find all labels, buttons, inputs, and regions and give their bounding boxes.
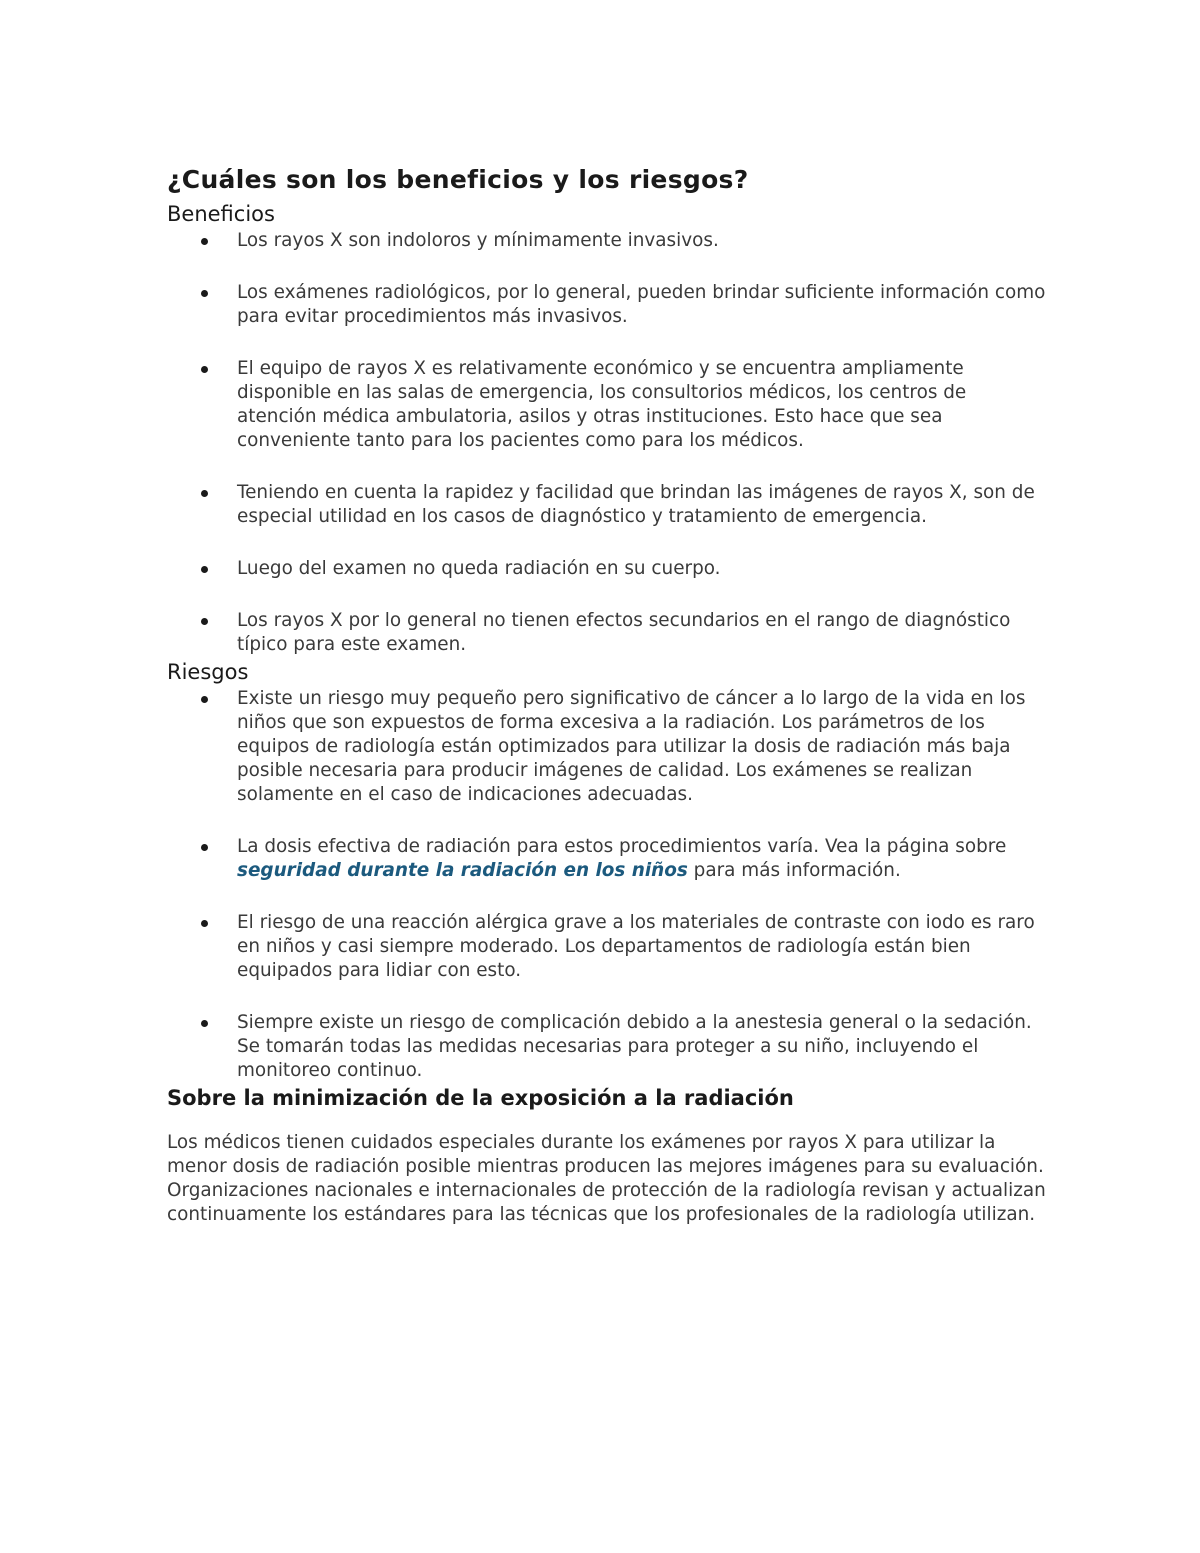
bullet-icon xyxy=(201,238,208,245)
radiation-safety-link[interactable]: seguridad durante la radiación en los niños xyxy=(237,860,688,881)
benefits-heading: Beneficios xyxy=(167,202,275,226)
list-item-text: Existe un riesgo muy pequeño pero significativo de cáncer a lo largo de la vida en los niños que son expuestos de forma excesiva a la radiación. Los parámetros de los equipos de radiología están optimizados para utilizar la dosis de radiación más baja posible necesaria para producir imágenes de calidad. Los exámenes se realizan solamente en el caso de indicaciones adecuadas. xyxy=(237,688,1026,805)
list-item-text: Los rayos X son indoloros y mínimamente invasivos. xyxy=(237,230,719,251)
list-item xyxy=(167,357,1047,453)
list-item xyxy=(167,609,1047,657)
list-item-text: Luego del examen no queda radiación en su cuerpo. xyxy=(237,558,721,579)
benefits-list xyxy=(167,229,1047,657)
list-item xyxy=(167,911,1047,983)
minimization-paragraph: Los médicos tienen cuidados especiales durante los exámenes por rayos X para utilizar la menor dosis de radiación posible mientras producen las mejores imágenes para su evaluación. Organizaciones nacionales e internacionales de protección de la radiología revisan y actualizan continuamente los estándares para las técnicas que los profesionales de la radiología utilizan. xyxy=(167,1132,1046,1225)
page-title: ¿Cuáles son los beneficios y los riesgos? xyxy=(167,165,749,194)
list-item-text: Teniendo en cuenta la rapidez y facilidad que brindan las imágenes de rayos X, son de especial utilidad en los casos de diagnóstico y tratamiento de emergencia. xyxy=(237,482,1035,527)
bullet-icon xyxy=(201,490,208,497)
list-item-text: Los rayos X por lo general no tienen efectos secundarios en el rango de diagnóstico típico para este examen. xyxy=(237,610,1011,655)
list-item xyxy=(167,835,1047,883)
list-item-text: Siempre existe un riesgo de complicación debido a la anestesia general o la sedación. Se tomarán todas las medidas necesarias para proteger a su niño, incluyendo el monitoreo continuo. xyxy=(237,1012,1032,1081)
bullet-icon xyxy=(201,696,208,703)
bullet-icon xyxy=(201,920,208,927)
list-item-text-before: La dosis efectiva de radiación para estos procedimientos varía. Vea la página sobre xyxy=(237,836,1007,857)
list-item-text: El equipo de rayos X es relativamente económico y se encuentra ampliamente disponible en las salas de emergencia, los consultorios médicos, los centros de atención médica ambulatoria, asilos y otras instituciones. Esto hace que sea conveniente tanto para los pacientes como para los médicos. xyxy=(237,358,967,451)
bullet-icon xyxy=(201,566,208,573)
document-page xyxy=(167,163,1047,1227)
minimization-heading: Sobre la minimización de la exposición a la radiación xyxy=(167,1086,794,1110)
list-item-text: Los exámenes radiológicos, por lo general, pueden brindar suficiente información como para evitar procedimientos más invasivos. xyxy=(237,282,1046,327)
list-item-text: El riesgo de una reacción alérgica grave a los materiales de contraste con iodo es raro en niños y casi siempre moderado. Los departamentos de radiología están bien equipados para lidiar con esto. xyxy=(237,912,1035,981)
list-item-text-after: para más información. xyxy=(687,860,901,881)
list-item xyxy=(167,687,1047,807)
list-item xyxy=(167,281,1047,329)
list-item xyxy=(167,1011,1047,1083)
bullet-icon xyxy=(201,618,208,625)
bullet-icon xyxy=(201,290,208,297)
risks-heading: Riesgos xyxy=(167,660,249,684)
list-item xyxy=(167,557,1047,581)
bullet-icon xyxy=(201,1020,208,1027)
list-item xyxy=(167,481,1047,529)
risks-list xyxy=(167,687,1047,1083)
list-item xyxy=(167,229,1047,253)
bullet-icon xyxy=(201,844,208,851)
bullet-icon xyxy=(201,366,208,373)
